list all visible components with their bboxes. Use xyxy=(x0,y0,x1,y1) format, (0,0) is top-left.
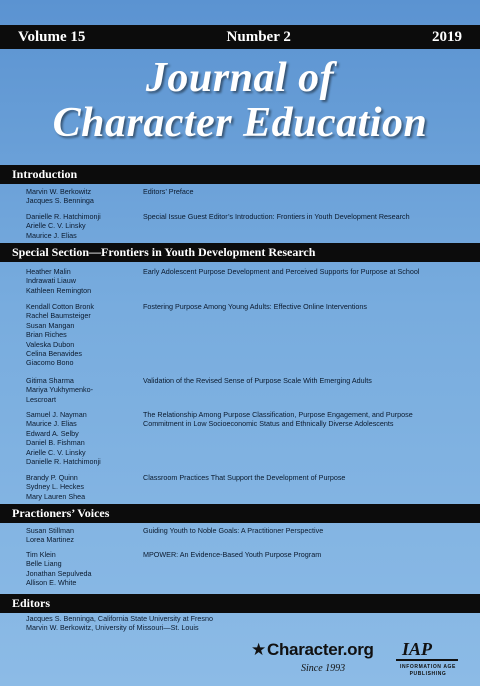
author-name: Mariya Yukhymenko- xyxy=(26,385,93,395)
author-name: Marvin W. Berkowitz xyxy=(26,187,92,196)
entry-title: Early Adolescent Purpose Development and Perceived Supports for Purpose at School xyxy=(143,267,420,276)
author-name: Lescroart xyxy=(26,394,56,404)
author-name: Belle Liang xyxy=(26,559,62,569)
issue-bar xyxy=(0,25,480,49)
entry-authors xyxy=(26,212,136,240)
iap-mark: IAP xyxy=(402,639,433,659)
author-name: Brandy P. Quinn xyxy=(26,473,78,482)
author-name: Arielle C. V. Linsky xyxy=(26,447,86,457)
entry-authors xyxy=(26,376,136,404)
author-name: Danielle R. Hatchimonji xyxy=(26,457,101,467)
section-header-editors: Editors xyxy=(0,594,480,613)
section-header-introduction: Introduction xyxy=(0,165,480,184)
author-name: Sydney L. Heckes xyxy=(26,482,84,492)
author-name: Brian Riches xyxy=(26,330,67,340)
character-org-since: Since 1993 xyxy=(301,663,346,674)
author-name: Allison E. White xyxy=(26,578,77,588)
author-name: Jonathan Sepulveda xyxy=(26,568,92,578)
entry-title: Classroom Practices That Support the Development of Purpose xyxy=(143,473,346,482)
author-name: Kathleen Remington xyxy=(26,285,92,295)
section-header-practitioners: Practioners’ Voices xyxy=(0,504,480,523)
author-name: Lorea Martinez xyxy=(26,535,74,545)
iap-rule xyxy=(396,659,458,661)
author-name: Mary Lauren Shea xyxy=(26,491,86,501)
entry-authors xyxy=(26,526,136,545)
editor-line: Marvin W. Berkowitz, University of Missouri—St. Louis xyxy=(26,623,199,633)
volume-label: Volume 15 xyxy=(18,28,86,45)
entry-authors xyxy=(26,550,136,588)
author-name: Maurice J. Elias xyxy=(26,230,77,240)
entry-authors xyxy=(26,187,136,206)
editor-line: Jacques S. Benninga, California State University at Fresno xyxy=(26,614,213,623)
journal-title xyxy=(0,56,480,146)
author-name: Rachel Baumsteiger xyxy=(26,311,91,321)
entry-title: The Relationship Among Purpose Classification, Purpose Engagement, and Purpose Commitment in Low Socioeconomic Status and Ethnically Diverse Adolescents xyxy=(143,410,413,429)
author-name: Danielle R. Hatchimonji xyxy=(26,212,101,221)
entry-title: Guiding Youth to Noble Goals: A Practitioner Perspective xyxy=(143,526,324,535)
author-name: Susan Stillman xyxy=(26,526,74,535)
character-org-name: Character.org xyxy=(267,640,374,659)
entry-title: MPOWER: An Evidence-Based Youth Purpose Program xyxy=(143,550,322,559)
entry-title: Fostering Purpose Among Young Adults: Effective Online Interventions xyxy=(143,302,368,311)
journal-title-line2: Character Education xyxy=(52,100,428,146)
entry-title: Special Issue Guest Editor’s Introduction: Frontiers in Youth Development Research xyxy=(143,212,410,221)
author-name: Heather Malin xyxy=(26,267,71,276)
iap-line2: PUBLISHING xyxy=(409,671,447,677)
author-name: Kendall Cotton Bronk xyxy=(26,302,94,311)
entry-authors xyxy=(26,267,136,295)
journal-title-line1: Journal of xyxy=(145,55,335,101)
entry-title: Validation of the Revised Sense of Purpose Scale With Emerging Adults xyxy=(143,376,372,385)
entry-authors xyxy=(26,302,136,368)
author-name: Samuel J. Nayman xyxy=(26,410,87,419)
iap-logo xyxy=(396,640,460,682)
author-name: Tim Klein xyxy=(26,550,56,559)
section-header-special: Special Section—Frontiers in Youth Development Research xyxy=(0,243,480,262)
author-name: Jacques S. Benninga xyxy=(26,196,94,206)
author-name: Arielle C. V. Linsky xyxy=(26,221,86,231)
author-name: Celina Benavides xyxy=(26,349,82,359)
author-name: Giacomo Bono xyxy=(26,358,74,368)
editors-list xyxy=(26,614,213,633)
entry-authors xyxy=(26,410,136,466)
character-org-logo xyxy=(251,641,381,681)
author-name: Daniel B. Fishman xyxy=(26,438,85,448)
star-icon: ★ xyxy=(251,640,267,659)
number-label: Number 2 xyxy=(226,28,291,45)
author-name: Maurice J. Elias xyxy=(26,419,77,429)
author-name: Indrawati Liauw xyxy=(26,276,76,286)
author-name: Edward A. Selby xyxy=(26,428,79,438)
author-name: Valeska Dubon xyxy=(26,339,75,349)
author-name: Susan Mangan xyxy=(26,320,75,330)
author-name: Gitima Sharma xyxy=(26,376,74,385)
iap-line1: INFORMATION AGE xyxy=(400,664,456,670)
year-label: 2019 xyxy=(432,28,462,45)
entry-title: Editors’ Preface xyxy=(143,187,194,196)
entry-authors xyxy=(26,473,136,501)
